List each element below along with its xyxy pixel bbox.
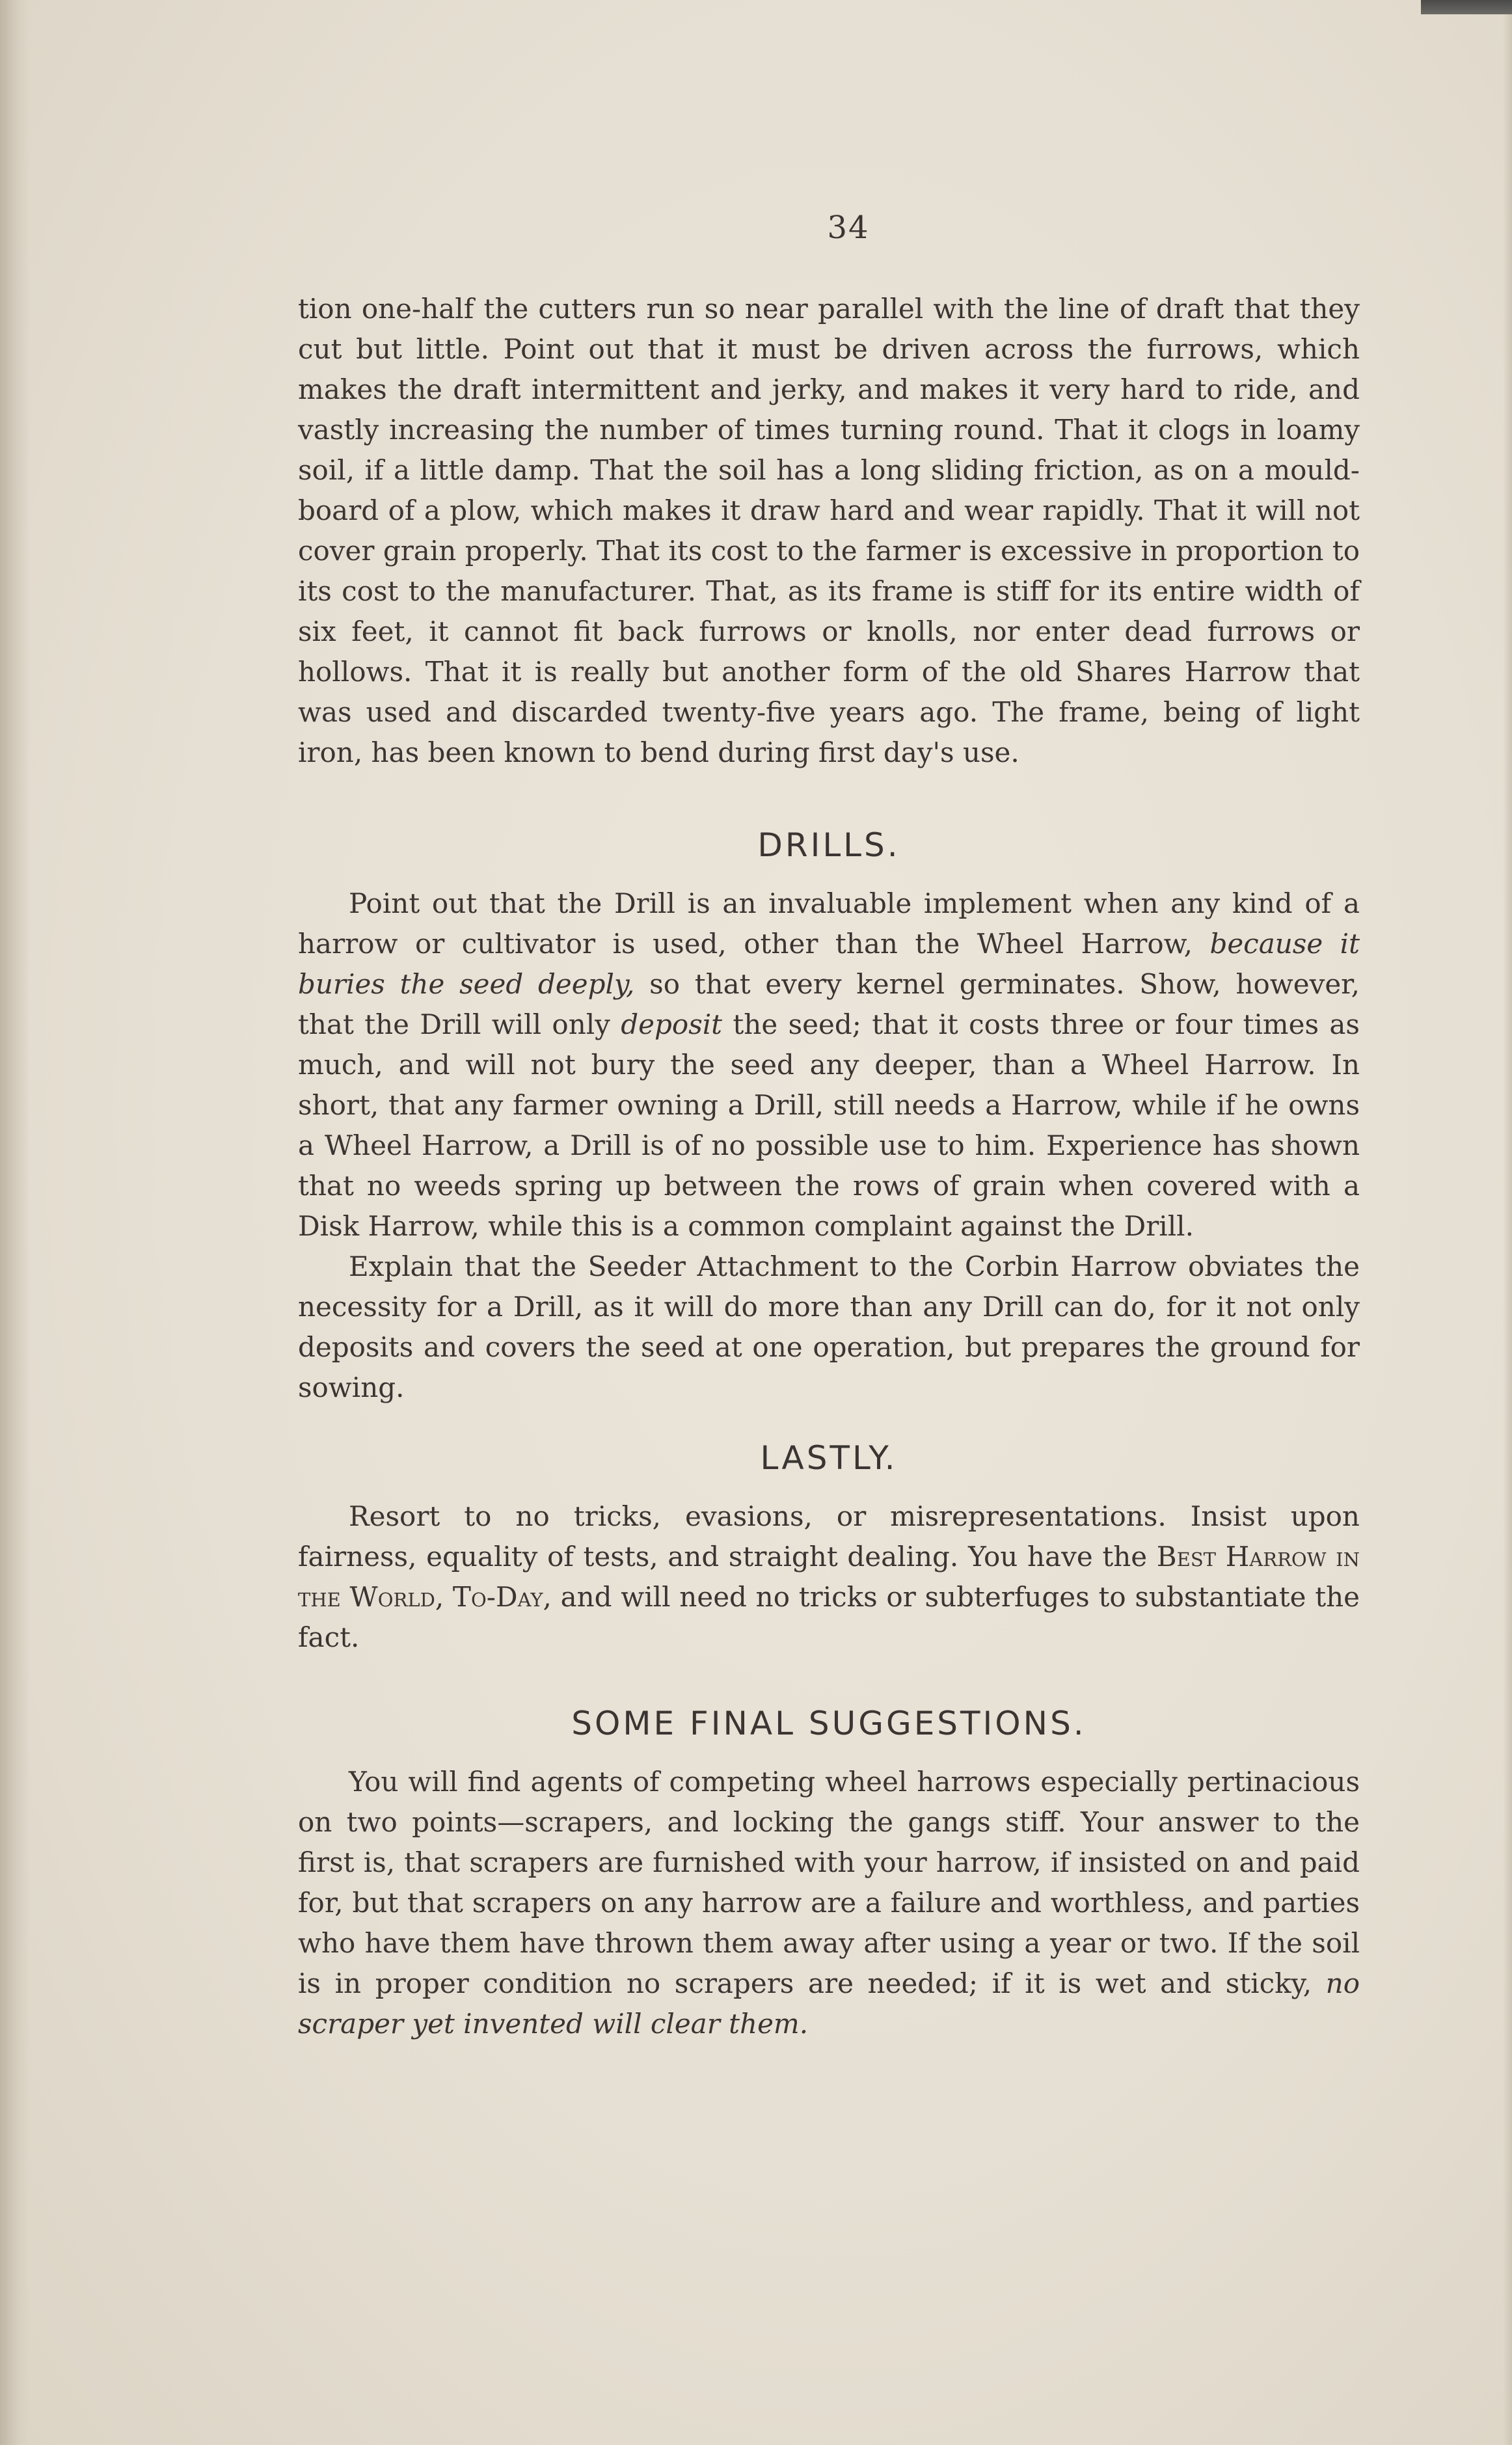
drills-heading: DRILLS. — [757, 826, 900, 864]
lastly-paragraph — [298, 1496, 1360, 1658]
text-run: Point out that the Drill is an invaluable implement when any kind of a harrow or cultivator is used, other than the Wheel Harrow, — [298, 887, 1360, 960]
italic-text-run: deposit — [621, 1008, 723, 1040]
page-right-edge — [1503, 0, 1512, 2445]
page-number: 34 — [827, 209, 870, 246]
text-run: so that every kernel germinates. Show, however, that the Drill will only — [298, 968, 1360, 1040]
italic-text-run: no scraper yet invented will clear them. — [298, 1967, 1360, 2040]
intro-paragraph: tion one-half the cutters run so near parallel with the line of draft that they cut but little. Point out that it must be driven across the furrows, which makes the draft intermittent and jerky, and makes it very hard to ride, and vastly increasing the number of times turning round. That it clogs in loamy soil, if a little damp. That the soil has a long sliding friction, as on a mould-board of a plow, which makes it draw hard and wear rapidly. That it will not cover grain properly. That its cost to the farmer is excessive in proportion to its cost to the manufacturer. That, as its frame is stiff for its entire width of six feet, it cannot fit back furrows or knolls, nor enter dead furrows or hollows. That it is really but another form of the old Shares Harrow that was used and discarded twenty-five years ago. The frame, being of light iron, has been known to bend during first day's use. — [298, 293, 1360, 768]
text-run: Resort to no tricks, evasions, or misrepresentations. Insist upon fairness, equality of tests, and straight dealing. You have the — [298, 1500, 1360, 1573]
text-run: You will find agents of competing wheel harrows especially pertinacious on two points—scrapers, and locking the gangs stiff. Your answer to the first is, that scrapers are furnished with your harrow, if insisted on and paid for, but that scrapers on any harrow are a failure and worthless, and parties who have them have thrown them away after using a year or two. If the soil is in proper condition no scrapers are needed; if it is wet and sticky, — [298, 1766, 1360, 1999]
page-corner-shadow — [1421, 0, 1512, 14]
final-suggestions-paragraph — [298, 1762, 1360, 2044]
text-run: and will need no tricks or subterfuges to substantiate the fact. — [298, 1581, 1360, 1653]
italic-text-run: because it buries the seed deeply, — [298, 928, 1360, 1000]
final-suggestions-heading: SOME FINAL SUGGESTIONS. — [571, 1705, 1087, 1742]
smallcaps-text-run: Best Harrow in the World, To-Day, — [298, 1541, 1360, 1613]
drills-paragraph-2: Explain that the Seeder Attachment to the Corbin Harrow obviates the necessity for a Drill, as it will do more than any Drill can do, for it not only deposits and covers the seed at one operation, but prepares the ground for sowing. — [298, 1250, 1360, 1403]
page-text-block — [298, 189, 1360, 2044]
lastly-heading: LASTLY. — [760, 1439, 898, 1477]
page-binding-edge — [0, 0, 30, 2445]
text-run: the seed; that it costs three or four times as much, and will not bury the seed any deeper, than a Wheel Harrow. In short, that any farmer owning a Drill, still needs a Harrow, while if he owns a Wheel Harrow, a Drill is of no possible use to him. Experience has shown that no weeds spring up between the rows of grain when covered with a Disk Harrow, while this is a common complaint against the Drill. — [298, 1008, 1360, 1242]
drills-paragraph-1 — [298, 884, 1360, 1247]
